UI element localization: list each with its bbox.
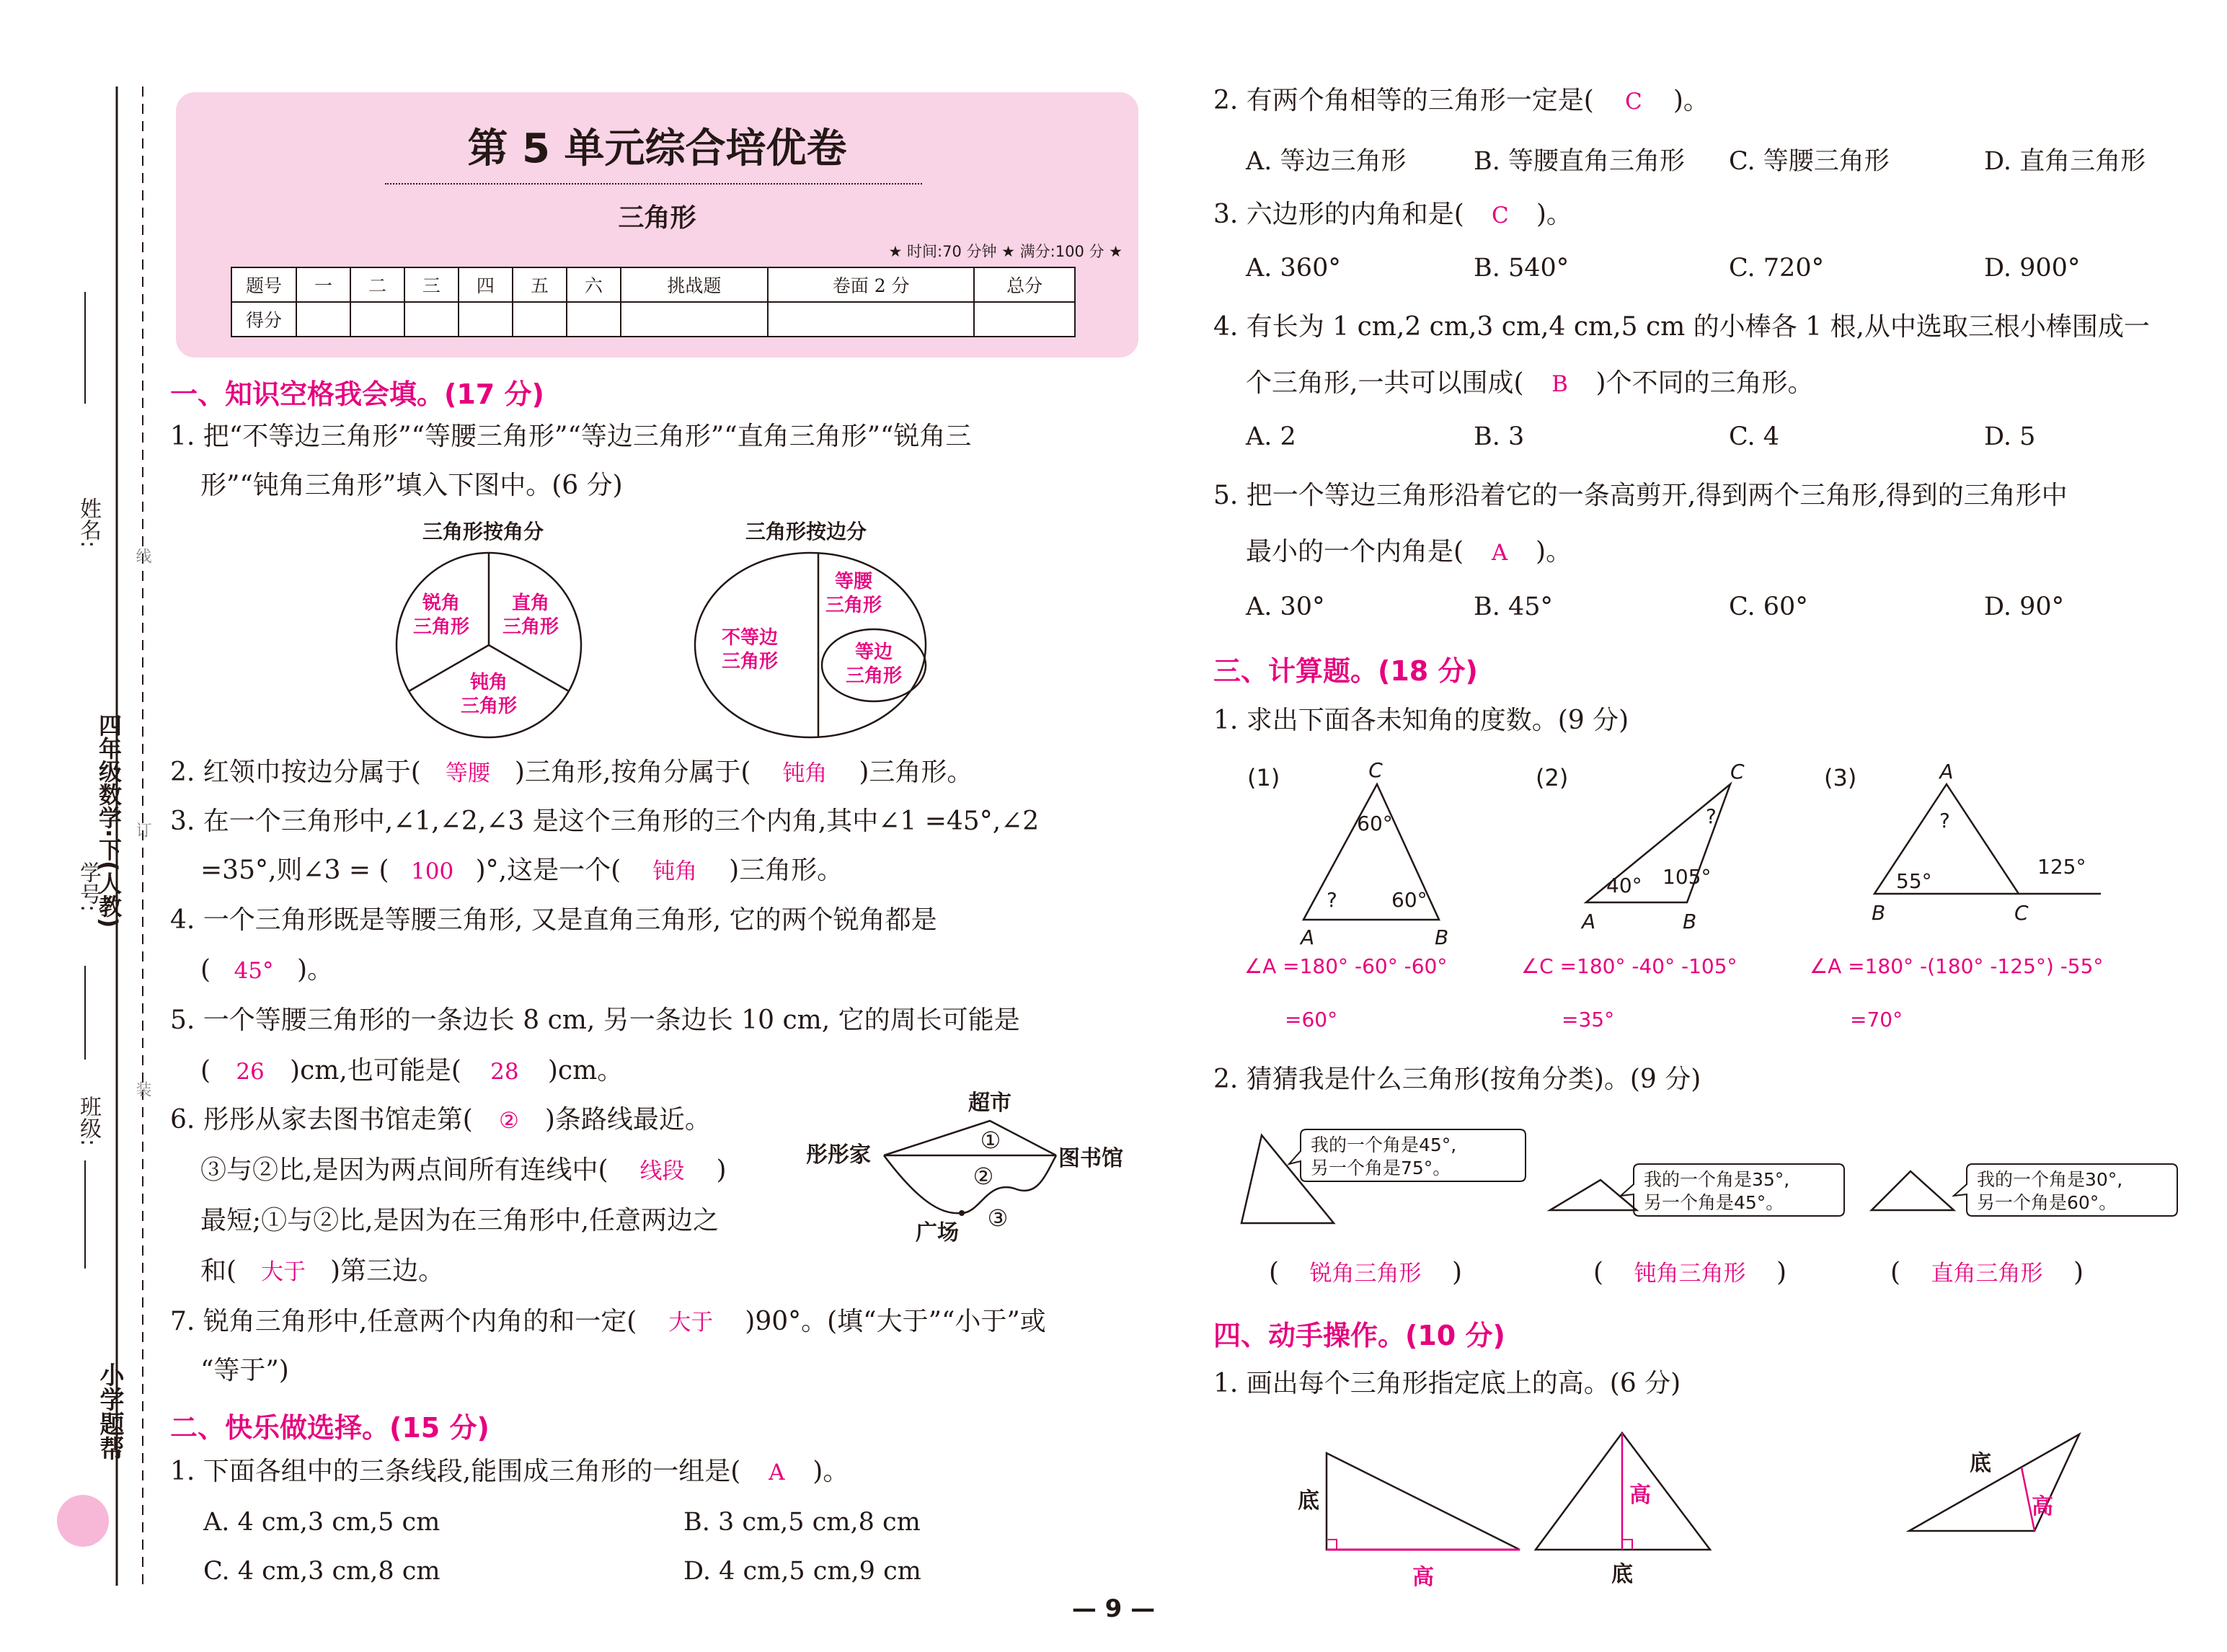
header-box <box>176 92 1138 358</box>
answer-blank[interactable]: A <box>769 1460 785 1486</box>
t3-angle-a: ? <box>1939 809 1950 832</box>
s2-q5-line2: 最小的一个内角是( A )。 <box>1246 536 1572 569</box>
s2-q3-opt-c: C. 720° <box>1729 254 1825 283</box>
map-home: 彤彤家 <box>806 1142 871 1168</box>
t2-vertex-b: B <box>1683 910 1697 933</box>
t2-vertex-a: A <box>1582 910 1596 933</box>
book-label: 四年级数学·下(人教) <box>95 714 123 928</box>
section-4-title: 四、动手操作。(10 分) <box>1213 1320 1505 1351</box>
t2-angle-b: 105° <box>1662 865 1712 889</box>
t1-vertex-a: A <box>1301 925 1315 949</box>
ans-right-2: 三角形 <box>502 616 559 638</box>
bubble-3-line-1: 我的一个角是30°, <box>1977 1169 2123 1190</box>
t1-angle-a: ? <box>1327 888 1337 912</box>
map-library: 图书馆 <box>1058 1146 1123 1171</box>
s2-q5-opt-a: A. 30° <box>1246 592 1325 621</box>
t3-vertex-b: B <box>1872 901 1886 925</box>
base-label-1: 底 <box>1298 1488 1319 1514</box>
t3-vertex-c: C <box>2014 901 2029 925</box>
answer-blank[interactable]: 100 <box>411 858 454 884</box>
map-supermarket: 超市 <box>968 1091 1011 1116</box>
subtitle: 三角形 <box>618 203 696 233</box>
score-cell: 四 <box>459 267 513 302</box>
title-divider <box>385 183 922 185</box>
answer-blank[interactable]: A <box>1491 540 1508 566</box>
s1-q2: 2. 红领巾按边分属于( 等腰 )三角形,按角分属于( 钝角 )三角形。 <box>170 757 973 789</box>
s2-q5-opt-d: D. 90° <box>1984 592 2065 621</box>
t3-angle-b: 55° <box>1896 869 1932 893</box>
class-label: 班级: <box>76 1096 101 1147</box>
answer-blank[interactable]: 直角三角形 <box>1931 1261 2043 1287</box>
route-1: ① <box>980 1127 1001 1154</box>
s1-q6-line2: ③与②比,是因为两点间所有连线中( 线段 ) <box>200 1155 727 1187</box>
ans-acute-2: 三角形 <box>412 616 470 638</box>
score-cell: 二 <box>350 267 404 302</box>
score-input[interactable] <box>296 302 350 337</box>
s1-q3-line2: =35°,则∠3 = ( 100 )°,这是一个( 钝角 )三角形。 <box>200 855 843 887</box>
score-header-row <box>231 267 1075 302</box>
ans-right-1: 直角 <box>511 592 550 614</box>
answer-blank[interactable]: ② <box>498 1108 519 1134</box>
s3-q2-answer-3: ( 直角三角形 ) <box>1890 1257 2084 1289</box>
part-3-label: (3) <box>1824 764 1857 791</box>
s4-q1: 1. 画出每个三角形指定底上的高。(6 分) <box>1213 1369 1681 1398</box>
s2-q1-opt-a: A. 4 cm,3 cm,5 cm <box>203 1508 440 1537</box>
s1-q4-line1: 4. 一个三角形既是等腰三角形, 又是直角三角形, 它的两个锐角都是 <box>170 905 937 935</box>
s2-q3-opt-a: A. 360° <box>1246 254 1341 283</box>
solution-3b: =70° <box>1850 1008 1903 1031</box>
s1-q6-line1: 6. 彤彤从家去图书馆走第( ② )条路线最近。 <box>170 1104 711 1137</box>
s1-q5-line1: 5. 一个等腰三角形的一条边长 8 cm, 另一条边长 10 cm, 它的周长可能是 <box>170 1005 1020 1035</box>
answer-blank[interactable]: 钝角 <box>652 858 698 884</box>
s2-q2-opt-c: C. 等腰三角形 <box>1729 147 1890 176</box>
score-cell: 五 <box>513 267 567 302</box>
score-cell: 得分 <box>231 302 296 337</box>
score-cell: 三 <box>404 267 459 302</box>
ans-obtuse-2: 三角形 <box>460 696 518 717</box>
page-number: — 9 — <box>1071 1594 1156 1623</box>
score-input[interactable] <box>513 302 567 337</box>
s2-q4-opt-c: C. 4 <box>1729 422 1780 451</box>
section-1-title: 一、知识空格我会填。(17 分) <box>170 378 544 410</box>
score-input[interactable] <box>567 302 621 337</box>
solution-2b: =35° <box>1562 1008 1615 1031</box>
t1-vertex-b: B <box>1435 925 1449 949</box>
score-cell: 卷面 2 分 <box>768 267 974 302</box>
score-cell: 一 <box>296 267 350 302</box>
score-cell: 挑战题 <box>621 267 768 302</box>
s1-q7-line2: “等于”) <box>200 1356 289 1385</box>
t2-angle-a: 40° <box>1606 874 1642 897</box>
height-triangle-1 <box>1327 1453 1520 1550</box>
score-input[interactable] <box>404 302 459 337</box>
s1-q6-line4: 和( 大于 )第三边。 <box>200 1256 444 1288</box>
ans-obtuse-1: 钝角 <box>469 672 508 693</box>
t2-angle-c: ? <box>1706 804 1717 828</box>
t2-vertex-c: C <box>1730 760 1745 783</box>
part-1-label: (1) <box>1247 764 1280 791</box>
student-id-label: 学号: <box>76 861 101 912</box>
name-label: 姓名: <box>76 497 101 549</box>
s2-q4-opt-a: A. 2 <box>1246 422 1296 451</box>
answer-blank[interactable]: B <box>1551 371 1568 397</box>
s1-q4-line2: ( 45° )。 <box>200 954 333 987</box>
s1-q3-line1: 3. 在一个三角形中,∠1,∠2,∠3 是这个三角形的三个内角,其中∠1 =45°,∠2 <box>170 807 1040 836</box>
s2-q2-opt-a: A. 等边三角形 <box>1246 147 1407 176</box>
t1-vertex-c: C <box>1368 758 1383 782</box>
bubble-3-line-2: 另一个角是60°。 <box>1977 1192 2117 1213</box>
s1-q1-line2: 形”“钝角三角形”填入下图中。(6 分) <box>200 471 623 500</box>
s1-q1-line1: 1. 把“不等边三角形”“等腰三角形”“等边三角形”“直角三角形”“锐角三 <box>170 422 972 451</box>
s2-q4-line1: 4. 有长为 1 cm,2 cm,3 cm,4 cm,5 cm 的小棒各 1 根,从中选取三根小棒围成一 <box>1213 312 2150 342</box>
bubble-2-line-2: 另一个角是45°。 <box>1644 1192 1784 1213</box>
ans-scalene-2: 三角形 <box>721 651 779 672</box>
bubble-1-line-2: 另一个角是75°。 <box>1311 1158 1451 1178</box>
ans-equi-1: 等边 <box>854 641 893 663</box>
s2-q3-opt-d: D. 900° <box>1984 254 2081 283</box>
ans-acute-1: 锐角 <box>422 592 461 614</box>
section-3-title: 三、计算题。(18 分) <box>1213 655 1478 687</box>
exam-meta: ★ 时间:70 分钟 ★ 满分:100 分 ★ <box>888 243 1123 260</box>
s2-q1-opt-c: C. 4 cm,3 cm,8 cm <box>203 1557 440 1586</box>
base-label-3: 底 <box>1970 1451 1991 1476</box>
guess-triangle-3 <box>1872 1171 1954 1210</box>
route-2: ② <box>973 1163 994 1190</box>
fig-side-title: 三角形按边分 <box>745 520 867 543</box>
s1-q5-line2: ( 26 )cm,也可能是( 28 )cm。 <box>200 1055 623 1088</box>
t3-vertex-a: A <box>1939 760 1954 783</box>
answer-blank[interactable]: C <box>1624 89 1642 115</box>
score-value-row <box>231 302 1075 337</box>
triangle-classification-figure <box>375 515 952 746</box>
s2-q5-opt-b: B. 45° <box>1474 592 1554 621</box>
answer-blank[interactable]: 45° <box>234 958 274 984</box>
section-2-title: 二、快乐做选择。(15 分) <box>170 1412 490 1444</box>
base-label-2: 底 <box>1611 1562 1633 1587</box>
route-map <box>800 1085 1139 1258</box>
height-triangle-3 <box>1909 1434 2079 1531</box>
s2-q5-line1: 5. 把一个等边三角形沿着它的一条高剪开,得到两个三角形,得到的三角形中 <box>1213 481 2068 510</box>
s2-q3-opt-b: B. 540° <box>1474 254 1569 283</box>
s2-q4-opt-d: D. 5 <box>1984 422 2036 451</box>
ans-iso-2: 三角形 <box>825 595 882 616</box>
s2-q2-opt-b: B. 等腰直角三角形 <box>1474 147 1685 176</box>
score-cell: 总分 <box>974 267 1075 302</box>
cut-char-ding: 订 <box>133 822 151 838</box>
height-label-3: 高 <box>2032 1494 2053 1519</box>
heights-figure <box>1226 1413 2221 1593</box>
ans-equi-2: 三角形 <box>845 665 903 687</box>
height-label-1: 高 <box>1412 1565 1434 1590</box>
s3-q2-answer-2: ( 钝角三角形 ) <box>1593 1257 1787 1289</box>
s2-q4-opt-b: B. 3 <box>1474 422 1525 451</box>
answer-blank[interactable]: 大于 <box>261 1259 306 1285</box>
t1-angle-b: 60° <box>1391 888 1427 912</box>
score-input[interactable] <box>459 302 513 337</box>
answer-blank[interactable]: 钝角 <box>782 760 828 786</box>
angle-problems-figure <box>1226 750 2221 1045</box>
solution-2a: ∠C =180° -40° -105° <box>1521 954 1737 978</box>
answer-blank[interactable]: 大于 <box>668 1310 714 1336</box>
score-input[interactable] <box>768 302 974 337</box>
cut-char-zhuang: 装 <box>133 1081 151 1097</box>
guess-triangles-figure <box>1226 1114 2221 1243</box>
cut-char-xian: 线 <box>133 548 151 564</box>
s2-q1-opt-b: B. 3 cm,5 cm,8 cm <box>683 1508 921 1537</box>
page-title: 第 5 单元综合培优卷 <box>467 125 847 172</box>
score-table <box>231 267 1076 337</box>
answer-blank[interactable]: 线段 <box>639 1158 685 1184</box>
score-input[interactable] <box>974 302 1075 337</box>
t1-angle-c: 60° <box>1357 812 1393 835</box>
s2-q1: 1. 下面各组中的三条线段,能围成三角形的一组是( A )。 <box>170 1456 849 1488</box>
s2-q2-opt-d: D. 直角三角形 <box>1984 147 2146 176</box>
s3-q1: 1. 求出下面各未知角的度数。(9 分) <box>1213 706 1629 735</box>
s2-q4-line2: 个三角形,一共可以围成( B )个不同的三角形。 <box>1246 368 1814 400</box>
s1-q7-line1: 7. 锐角三角形中,任意两个内角的和一定( 大于 )90°。(填“大于”“小于”或 <box>170 1306 1046 1338</box>
bubble-1-line-1: 我的一个角是45°, <box>1311 1134 1457 1155</box>
ans-scalene-1: 不等边 <box>721 627 779 649</box>
s3-q2-answer-1: ( 锐角三角形 ) <box>1269 1257 1462 1289</box>
fig-angle-title: 三角形按角分 <box>422 520 544 543</box>
answer-blank[interactable]: C <box>1491 203 1509 228</box>
answer-blank[interactable]: 26 <box>236 1059 265 1085</box>
s2-q3: 3. 六边形的内角和是( C )。 <box>1213 199 1572 231</box>
ans-iso-1: 等腰 <box>834 571 873 592</box>
answer-blank[interactable]: 等腰 <box>445 760 490 786</box>
answer-blank[interactable]: 锐角三角形 <box>1309 1261 1422 1287</box>
score-cell: 六 <box>567 267 621 302</box>
solution-1a: ∠A =180° -60° -60° <box>1244 954 1448 978</box>
answer-blank[interactable]: 钝角三角形 <box>1634 1261 1746 1287</box>
s3-q2: 2. 猜猜我是什么三角形(按角分类)。(9 分) <box>1213 1065 1701 1094</box>
bubble-2-line-1: 我的一个角是35°, <box>1644 1169 1790 1190</box>
answer-blank[interactable]: 28 <box>490 1059 519 1085</box>
solution-3a: ∠A =180° -(180° -125°) -55° <box>1810 954 2104 978</box>
height-label-2: 高 <box>1629 1483 1651 1508</box>
part-2-label: (2) <box>1536 764 1569 791</box>
solution-1b: =60° <box>1285 1008 1338 1031</box>
route-3: ③ <box>987 1204 1009 1232</box>
brand-label: 小学题帮 <box>95 1362 124 1460</box>
s1-q6-line3: 最短;①与②比,是因为在三角形中,任意两边之 <box>200 1206 720 1235</box>
score-input[interactable] <box>621 302 768 337</box>
map-square: 广场 <box>916 1220 959 1245</box>
score-cell: 题号 <box>231 267 296 302</box>
s2-q1-opt-d: D. 4 cm,5 cm,9 cm <box>683 1557 921 1586</box>
score-input[interactable] <box>350 302 404 337</box>
s2-q5-opt-c: C. 60° <box>1729 592 1808 621</box>
t3-exterior-angle: 125° <box>2037 855 2086 879</box>
s2-q2: 2. 有两个角相等的三角形一定是( C )。 <box>1213 85 1709 117</box>
